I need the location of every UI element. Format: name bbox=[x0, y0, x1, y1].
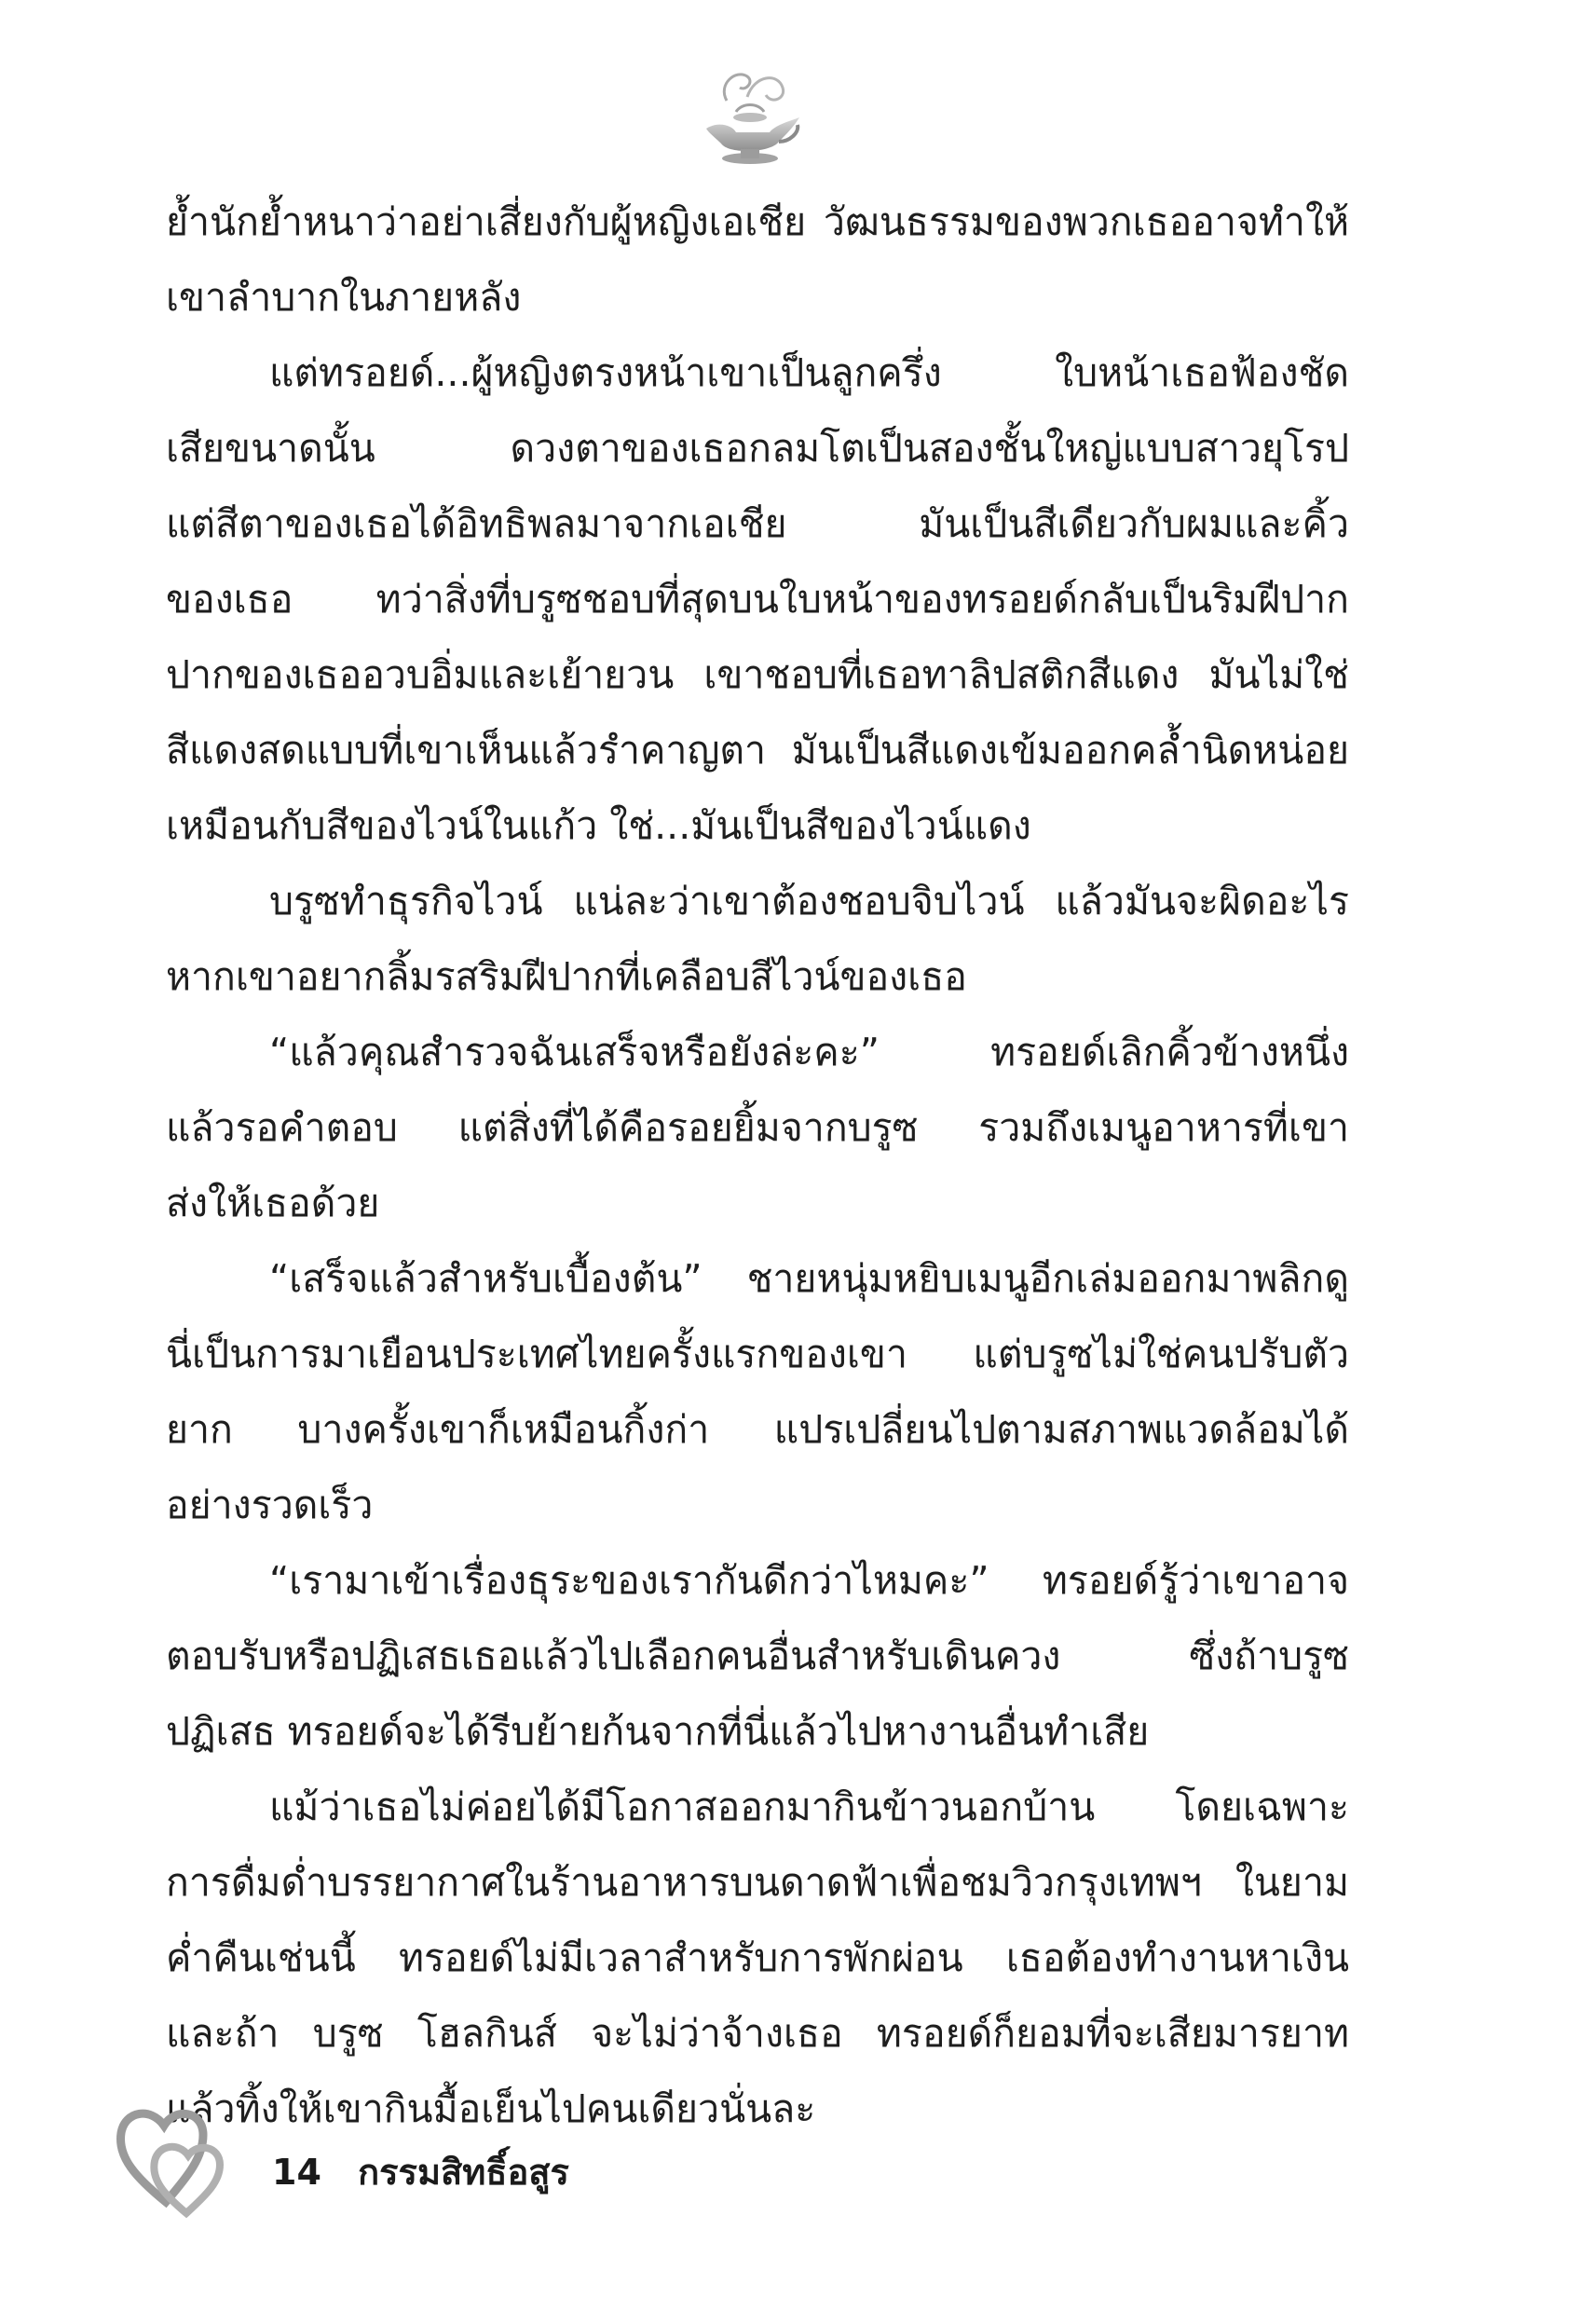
text-line: การดื่มด่ำบรรยากาศในร้านอาหารบนดาดฟ้าเพื่อชมวิวกรุงเทพฯ ในยาม bbox=[166, 1860, 1349, 1905]
text-line: ของเธอ ทว่าสิ่งที่บรูซชอบที่สุดบนใบหน้าของทรอยด์กลับเป็นริมฝีปาก bbox=[166, 577, 1349, 622]
text-line: นี่เป็นการมาเยือนประเทศไทยครั้งแรกของเขา แต่บรูซไม่ใช่คนปรับตัว bbox=[166, 1332, 1349, 1376]
text-line: อย่างรวดเร็ว bbox=[166, 1483, 374, 1527]
genie-lamp-icon bbox=[689, 56, 811, 177]
body-text bbox=[166, 185, 1349, 2147]
book-title: กรรมสิทธิ์อสูร bbox=[358, 2152, 569, 2193]
text-line: แต่ทรอยด์...ผู้หญิงตรงหน้าเขาเป็นลูกครึ่ง ใบหน้าเธอฟ้องชัด bbox=[269, 350, 1349, 395]
text-line: เสียขนาดนั้น ดวงตาของเธอกลมโตเป็นสองชั้นใหญ่แบบสาวยุโรป bbox=[166, 426, 1349, 471]
text-line: “แล้วคุณสำรวจฉันเสร็จหรือยังล่ะคะ” ทรอยด์เลิกคิ้วข้างหนึ่ง bbox=[269, 1030, 1349, 1074]
text-line: ย้ำนักย้ำหนาว่าอย่าเสี่ยงกับผู้หญิงเอเชีย วัฒนธรรมของพวกเธออาจทำให้ bbox=[166, 199, 1349, 244]
text-line: แต่สีตาของเธอได้อิทธิพลมาจากเอเชีย มันเป็นสีเดียวกับผมและคิ้ว bbox=[166, 501, 1349, 546]
text-line: “เรามาเข้าเรื่องธุระของเรากันดีกว่าไหมคะ” ทรอยด์รู้ว่าเขาอาจ bbox=[269, 1558, 1349, 1603]
double-heart-icon bbox=[110, 2083, 250, 2222]
text-line: แล้วทิ้งให้เขากินมื้อเย็นไปคนเดียวนั่นละ bbox=[166, 2086, 816, 2131]
text-line: แม้ว่าเธอไม่ค่อยได้มีโอกาสออกมากินข้าวนอกบ้าน โดยเฉพาะ bbox=[269, 1785, 1349, 1829]
text-line: ยาก บางครั้งเขาก็เหมือนกิ้งก่า แปรเปลี่ยนไปตามสภาพแวดล้อมได้ bbox=[166, 1407, 1349, 1452]
text-line: บรูซทำธุรกิจไวน์ แน่ละว่าเขาต้องชอบจิบไวน์ แล้วมันจะผิดอะไร bbox=[269, 879, 1349, 923]
text-line: ปากของเธออวบอิ่มและเย้ายวน เขาชอบที่เธอทาลิปสติกสีแดง มันไม่ใช่ bbox=[166, 652, 1349, 697]
text-line: ค่ำคืนเช่นนี้ ทรอยด์ไม่มีเวลาสำหรับการพักผ่อน เธอต้องทำงานหาเงิน bbox=[166, 1935, 1349, 1980]
page-number: 14 bbox=[272, 2152, 321, 2193]
text-line: แล้วรอคำตอบ แต่สิ่งที่ได้คือรอยยิ้มจากบรูซ รวมถึงเมนูอาหารที่เขา bbox=[166, 1105, 1349, 1150]
text-line: สีแดงสดแบบที่เขาเห็นแล้วรำคาญตา มันเป็นสีแดงเข้มออกคล้ำนิดหน่อย bbox=[166, 728, 1349, 773]
text-line: ส่งให้เธอด้วย bbox=[166, 1181, 380, 1225]
text-line: ตอบรับหรือปฏิเสธเธอแล้วไปเลือกคนอื่นสำหรับเดินควง ซึ่งถ้าบรูซ bbox=[166, 1634, 1349, 1678]
text-line: เขาลำบากในภายหลัง bbox=[166, 275, 522, 320]
text-line: และถ้า บรูซ โฮลกินส์ จะไม่ว่าจ้างเธอ ทรอยด์ก็ยอมที่จะเสียมารยาท bbox=[166, 2011, 1349, 2056]
text-line: หากเขาอยากลิ้มรสริมฝีปากที่เคลือบสีไวน์ของเธอ bbox=[166, 954, 967, 999]
text-line: เหมือนกับสีของไวน์ในแก้ว ใช่...มันเป็นสีของไวน์แดง bbox=[166, 803, 1031, 848]
page-footer bbox=[272, 2143, 569, 2200]
text-line: ปฏิเสธ ทรอยด์จะได้รีบย้ายก้นจากที่นี่แล้วไปหางานอื่นทำเสีย bbox=[166, 1709, 1150, 1754]
text-line: “เสร็จแล้วสำหรับเบื้องต้น” ชายหนุ่มหยิบเมนูอีกเล่มออกมาพลิกดู bbox=[269, 1256, 1349, 1301]
